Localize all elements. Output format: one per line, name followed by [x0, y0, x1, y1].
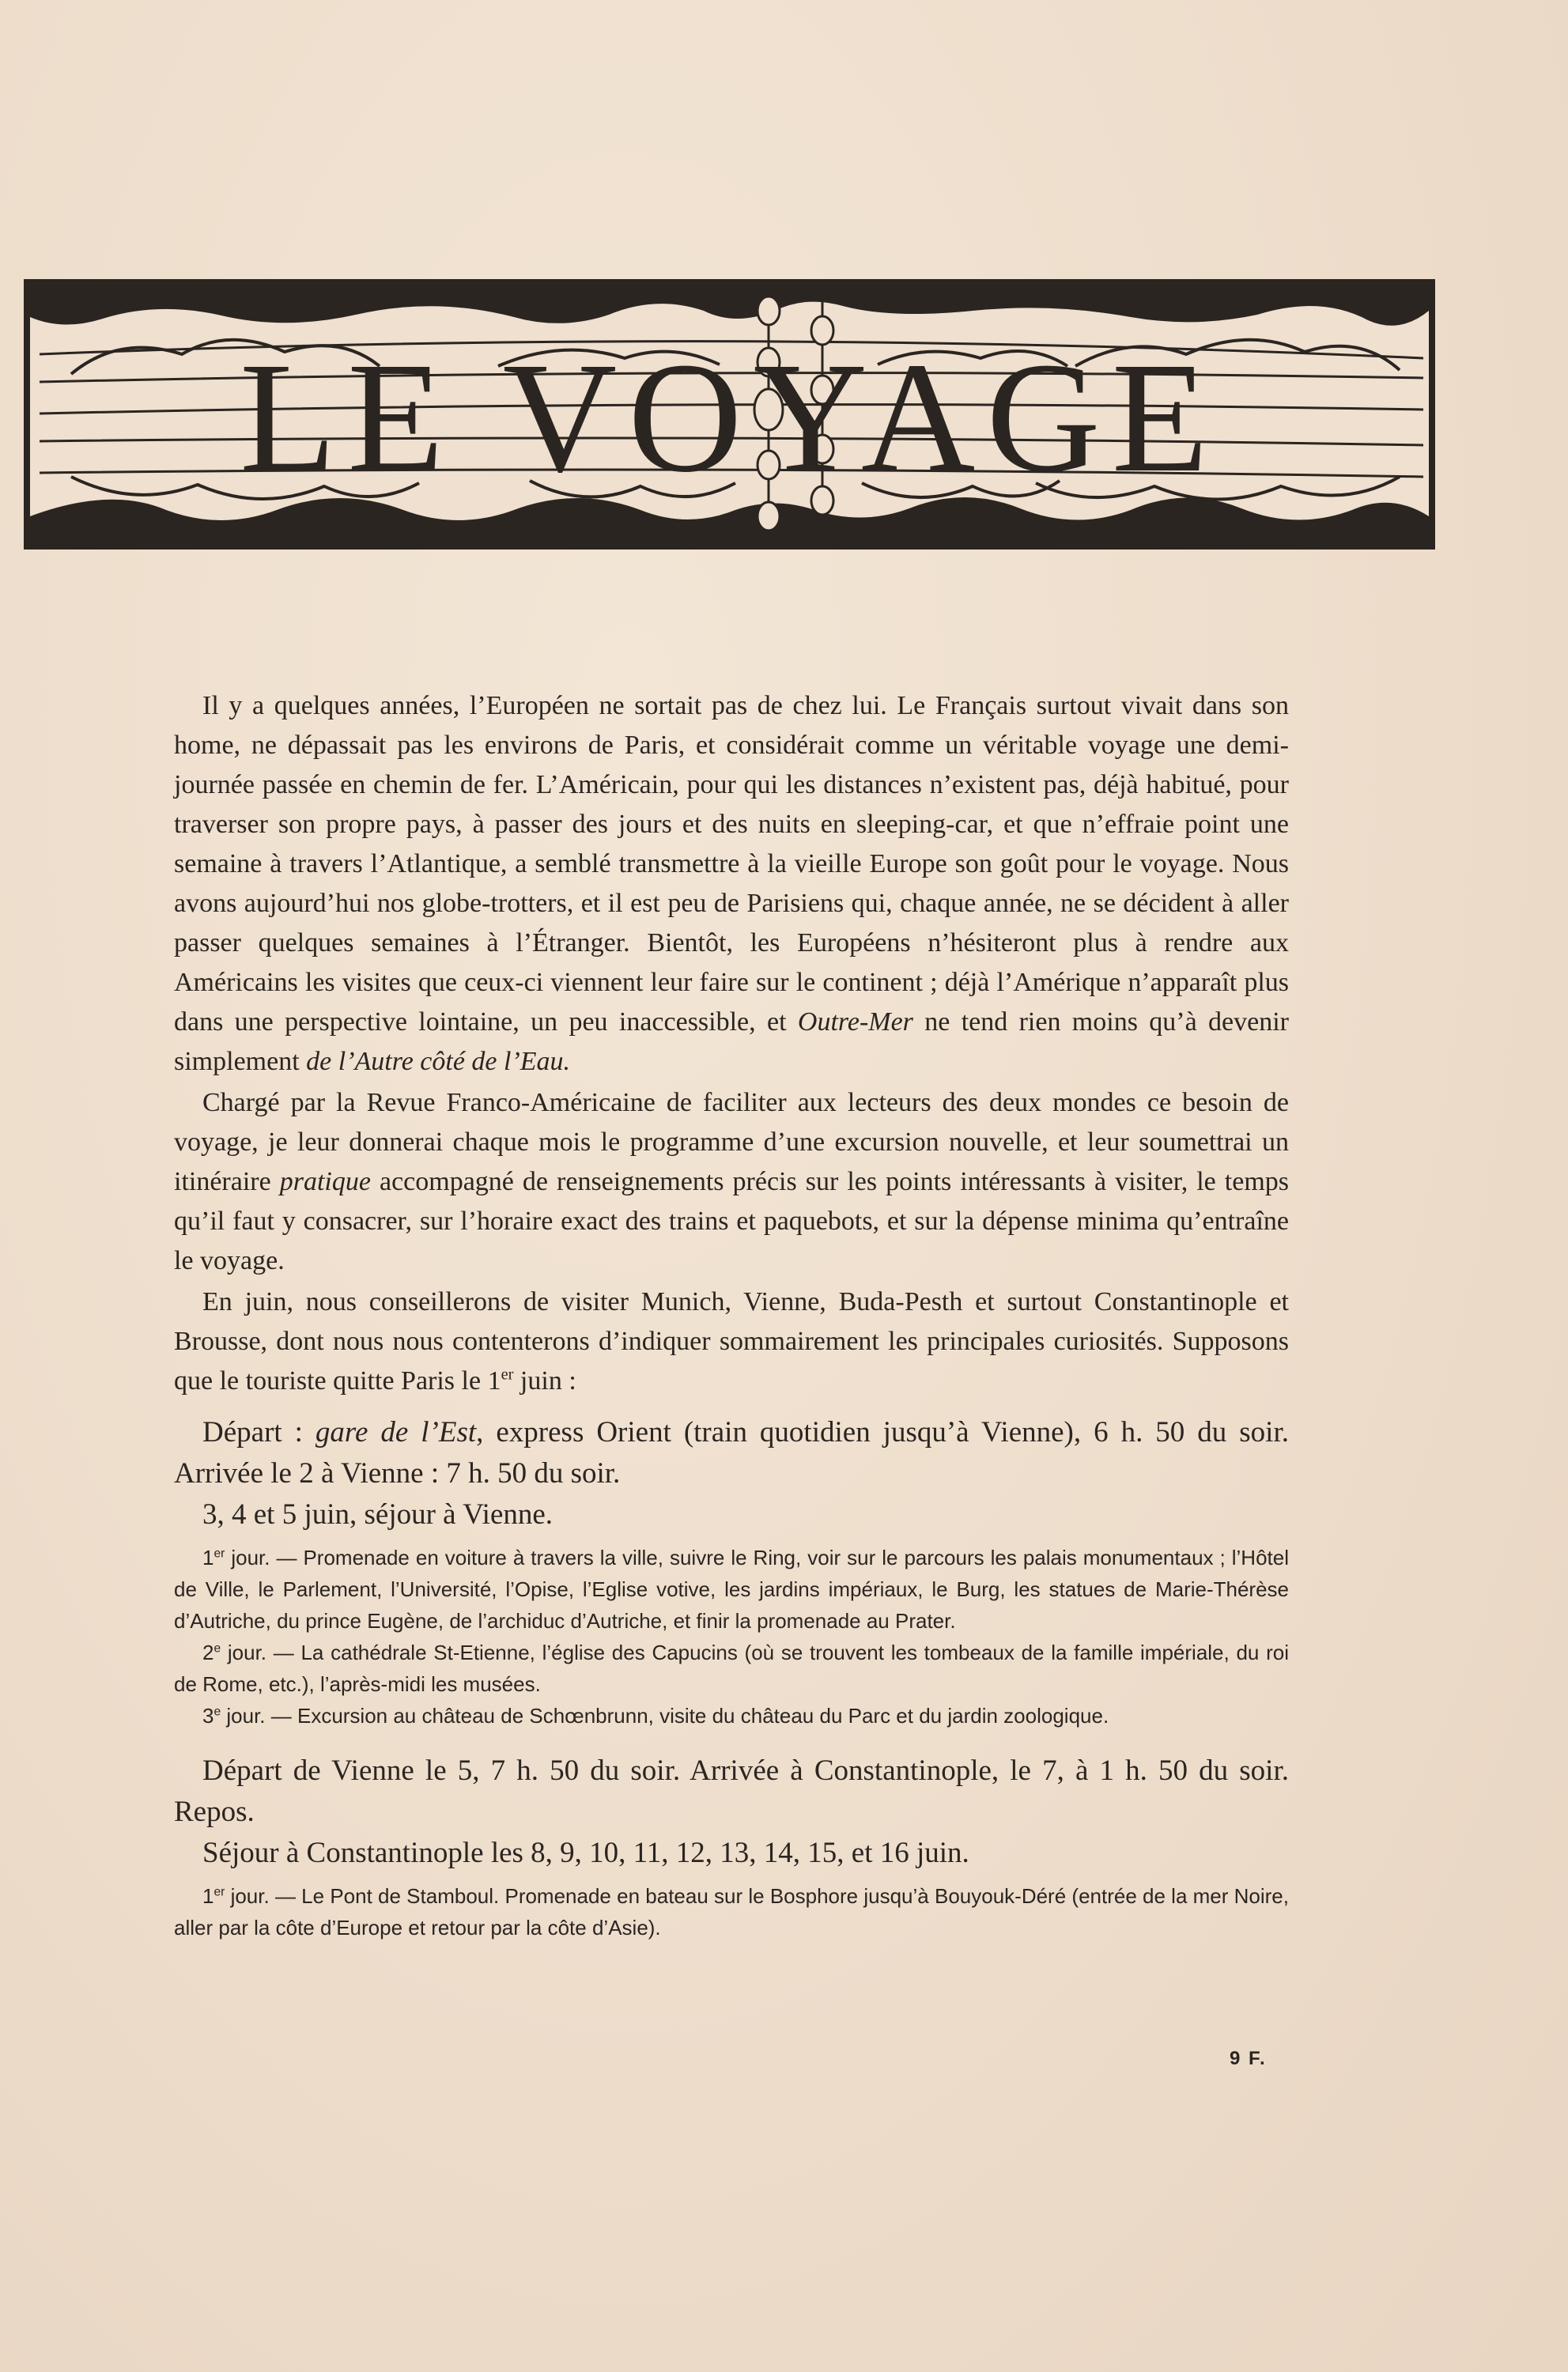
- intro-paragraph-3: En juin, nous conseillerons de visiter Munich, Vienne, Buda-Pesth et surtout Constantinople et Brousse, dont nous nous contenterons d’indiquer sommairement les principales curiosités. Supposons que le touriste quitte Paris le 1er juin :: [174, 1287, 1289, 1396]
- intro-paragraph-1: Il y a quelques années, l’Européen ne sortait pas de chez lui. Le Français surtout vivait dans son home, ne dépassait pas les environs de Paris, et considérait comme un véritable voyage une demi-journée passée en chemin de fer. L’Américain, pour qui les distances n’existent pas, déjà habitué, pour traverser son propre pays, à passer des jours et des nuits en sleeping-car, et que n’effraie point une semaine à travers l’Atlantique, a semblé transmettre à la vieille Europe son goût pour le voyage. Nous avons aujourd’hui nos globe-trotters, et il est peu de Parisiens qui, chaque année, ne se décident à aller passer quelques semaines à l’Étranger. Bientôt, les Européens n’hésiteront plus à rendre aux Américains les visites que ceux-ci viennent leur faire sur le continent ; déjà l’Amérique n’apparaît plus dans une perspective lointaine, un peu inaccessible, et Outre-Mer ne tend rien moins qu’à devenir simplement de l’Autre côté de l’Eau.: [174, 691, 1289, 1076]
- header-banner: [24, 279, 1435, 550]
- page-title: LE VOYAGE: [240, 330, 1219, 505]
- constantinople-note-day-1: 1er jour. — Le Pont de Stamboul. Promenade en bateau sur le Bosphore jusqu’à Bouyouk-Déré (entrée de la mer Noire, aller par la côte d’Europe et retour par la côte d’Asie).: [174, 1884, 1289, 1940]
- constantinople-notes: [174, 1880, 1289, 1943]
- vienna-note-day-1: 1er jour. — Promenade en voiture à travers la ville, suivre le Ring, voir sur le parcours les palais monumentaux ; l’Hôtel de Ville, le Parlement, l’Université, l’Opise, l’Eglise votive, les jardins impériaux, le Burg, les statues de Marie-Thérèse d’Autriche, du prince Eugène, de l’archiduc d’Autriche, et finir la promenade au Prater.: [174, 1546, 1289, 1633]
- vienna-note-day-3: 3e jour. — Excursion au château de Schœnbrunn, visite du château du Parc et du jardin zoologique.: [202, 1704, 1109, 1728]
- intro-paragraph-2: Chargé par la Revue Franco-Américaine de faciliter aux lecteurs des deux mondes ce besoin de voyage, je leur donnerai chaque mois le programme d’une excursion nouvelle, et leur soumettrai un itinéraire pratique accompagné de renseignements précis sur les points intéressants à visiter, le temps qu’il faut y consacrer, sur l’horaire exact des trains et paquebots, et sur la dépense minima qu’entraîne le voyage.: [174, 1088, 1289, 1275]
- vienna-stay: 3, 4 et 5 juin, séjour à Vienne.: [202, 1498, 554, 1531]
- constantinople-stay: Séjour à Constantinople les 8, 9, 10, 11, 12, 13, 14, 15, et 16 juin.: [202, 1837, 969, 1869]
- vienna-note-day-2: 2e jour. — La cathédrale St-Etienne, l’église des Capucins (où se trouvent les tombeaux de la famille impériale, du roi de Rome, etc.), l’après-midi les musées.: [174, 1641, 1289, 1696]
- departure-line: Départ : gare de l’Est, express Orient (train quotidien jusqu’à Vienne), 6 h. 50 du soir. Arrivée le 2 à Vienne : 7 h. 50 du soir.: [174, 1416, 1289, 1490]
- article-body: [174, 686, 1289, 1951]
- vienna-departure-line: Départ de Vienne le 5, 7 h. 50 du soir. Arrivée à Constantinople, le 7, à 1 h. 50 du soir. Repos.: [174, 1754, 1289, 1828]
- signature-mark: 9 F.: [1230, 2048, 1267, 2069]
- vienna-notes: [174, 1542, 1289, 1732]
